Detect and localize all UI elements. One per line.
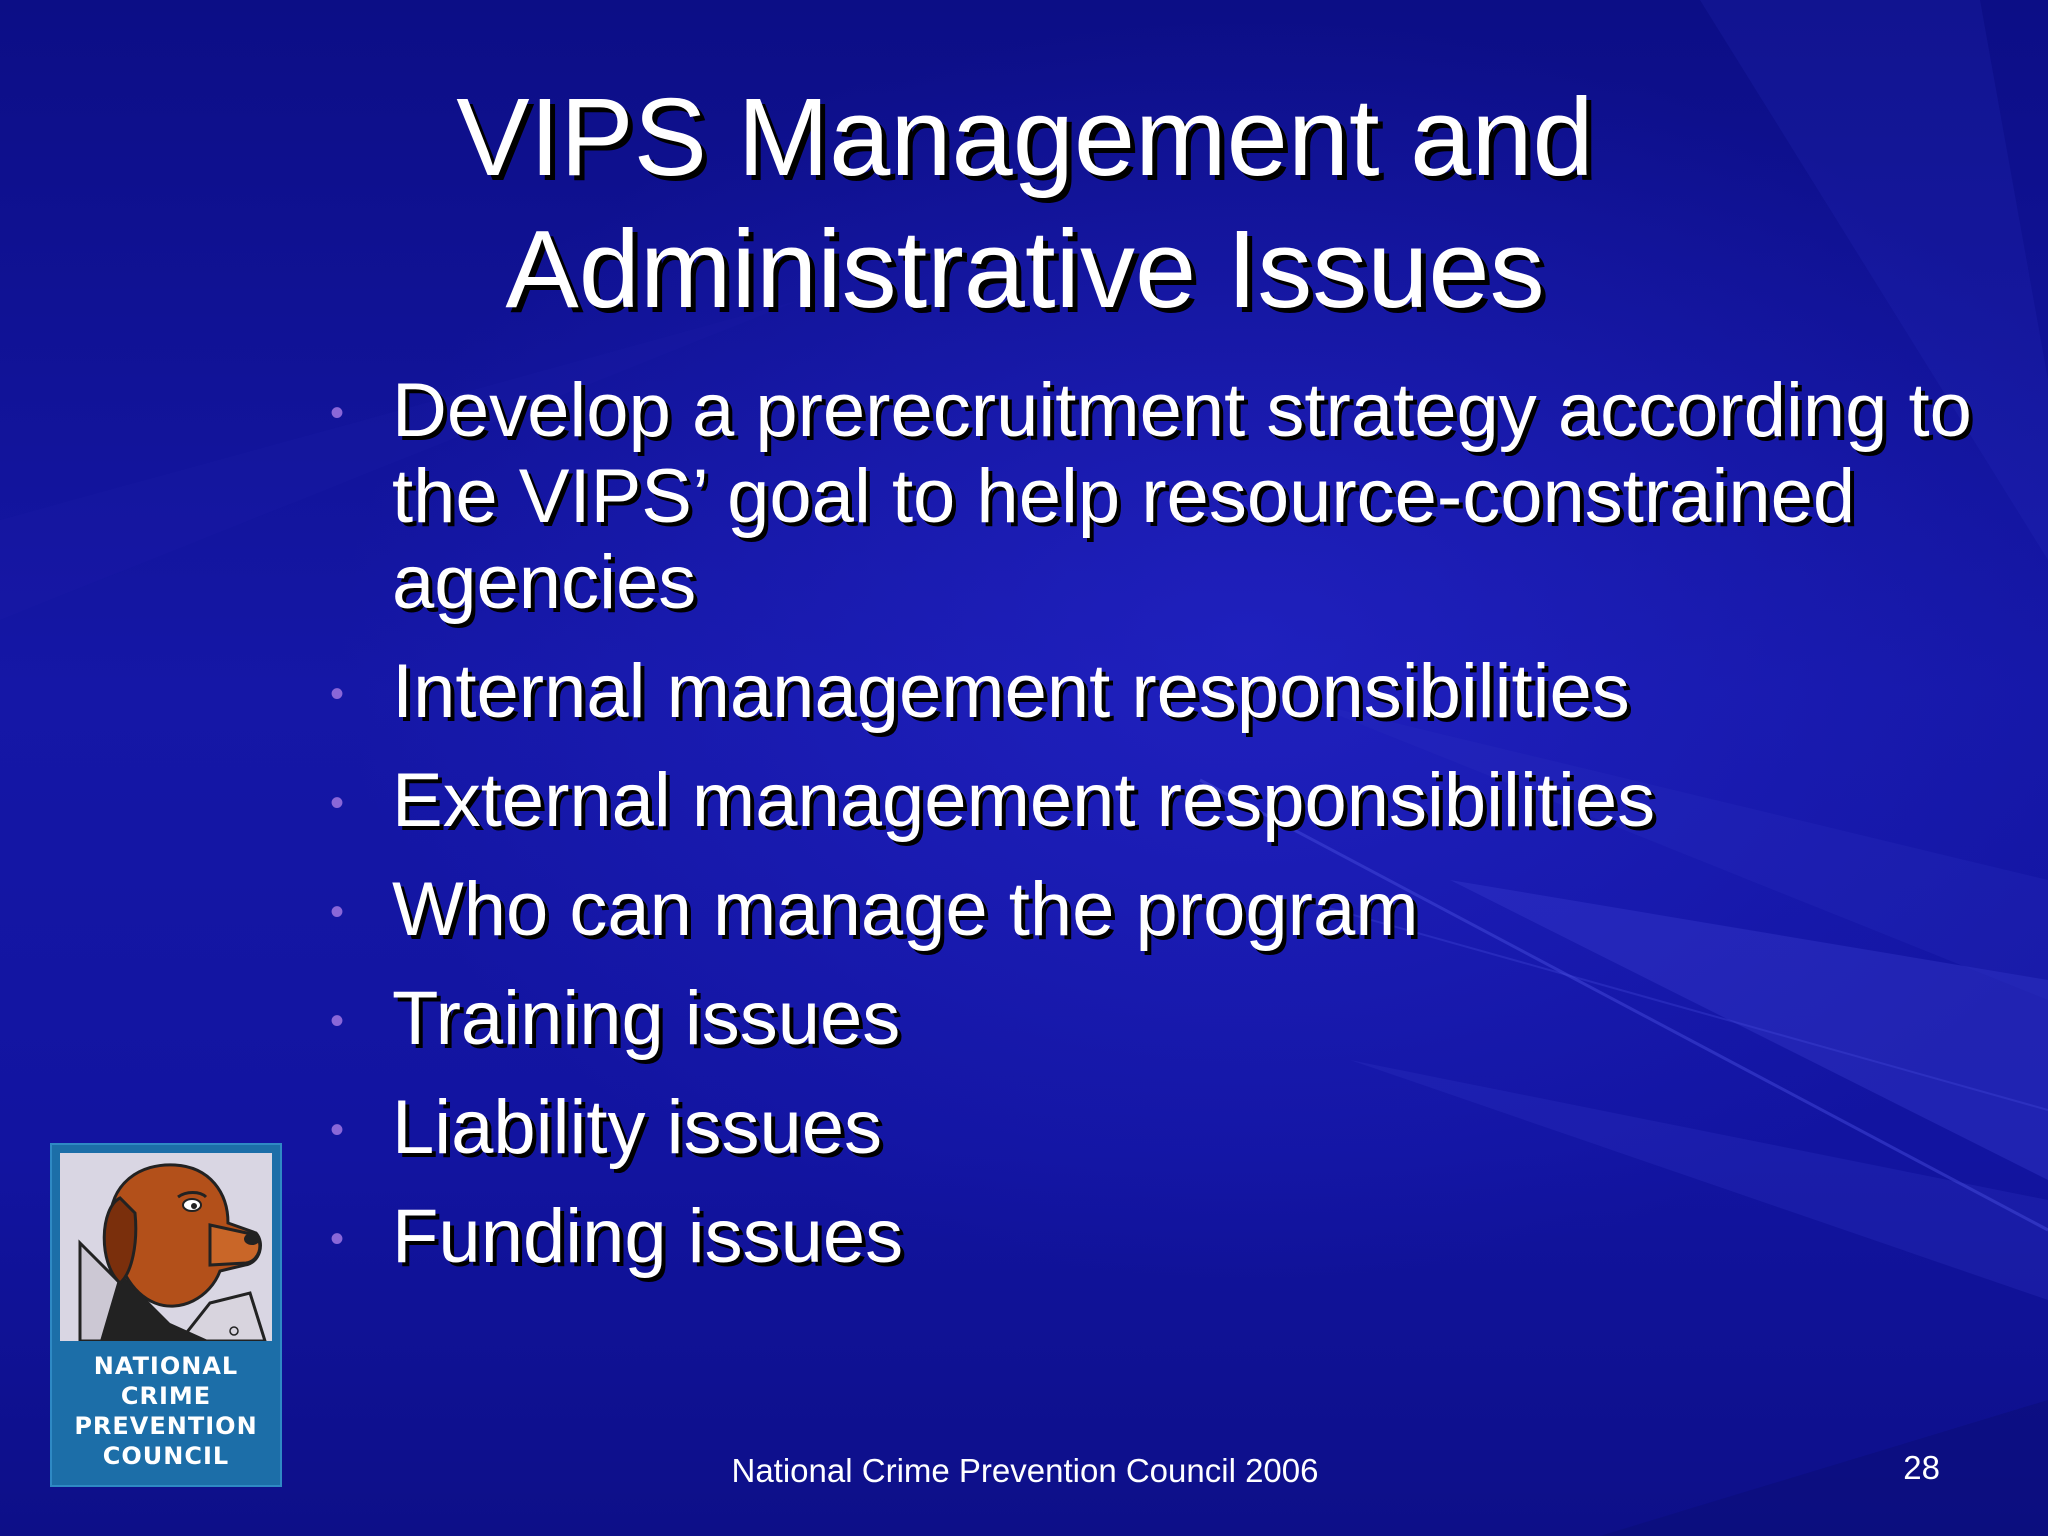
bullet-item: [322, 368, 2042, 626]
bullet-text: Who can manage the program: [392, 867, 1419, 952]
footer-text: National Crime Prevention Council 2006: [731, 1452, 1319, 1489]
bullet-text: External management responsibilities: [392, 758, 1656, 843]
logo-text-line: COUNCIL: [102, 1442, 230, 1470]
bullet-item: [322, 649, 2042, 735]
bullet-item: [322, 758, 2042, 844]
bullet-item: [322, 1085, 2042, 1171]
ncpc-logo: [50, 1143, 282, 1487]
mcgruff-dog-icon: [60, 1153, 272, 1341]
bullet-icon: •: [330, 781, 345, 825]
page-number: 28: [1903, 1449, 1940, 1486]
logo-text-line: NATIONAL: [93, 1352, 239, 1380]
title-line-1: VIPS Management and: [456, 76, 1594, 199]
logo-text-line: CRIME: [120, 1382, 212, 1410]
bullet-icon: •: [330, 672, 345, 716]
bullet-icon: •: [330, 391, 345, 435]
bullet-text: Develop a prerecruitment strategy according to the VIPS’ goal to help resource-constrained agencies: [392, 368, 1972, 625]
bullet-item: [322, 867, 2042, 953]
bullet-text: Internal management responsibilities: [392, 649, 1630, 734]
bullet-text: Funding issues: [392, 1194, 904, 1279]
title-line-2: Administrative Issues: [505, 208, 1545, 331]
bullet-icon: •: [330, 890, 345, 934]
bullet-list: [322, 368, 2042, 1303]
bullet-item: [322, 976, 2042, 1062]
bullet-text: Training issues: [392, 976, 901, 1061]
bullet-icon: •: [330, 1108, 345, 1152]
bullet-icon: •: [330, 999, 345, 1043]
logo-text: [52, 1351, 280, 1471]
logo-text-line: PREVENTION: [74, 1412, 258, 1440]
bullet-item: [322, 1194, 2042, 1280]
slide-title: [340, 72, 1710, 336]
bullet-text: Liability issues: [392, 1085, 882, 1170]
bullet-icon: •: [330, 1217, 345, 1261]
